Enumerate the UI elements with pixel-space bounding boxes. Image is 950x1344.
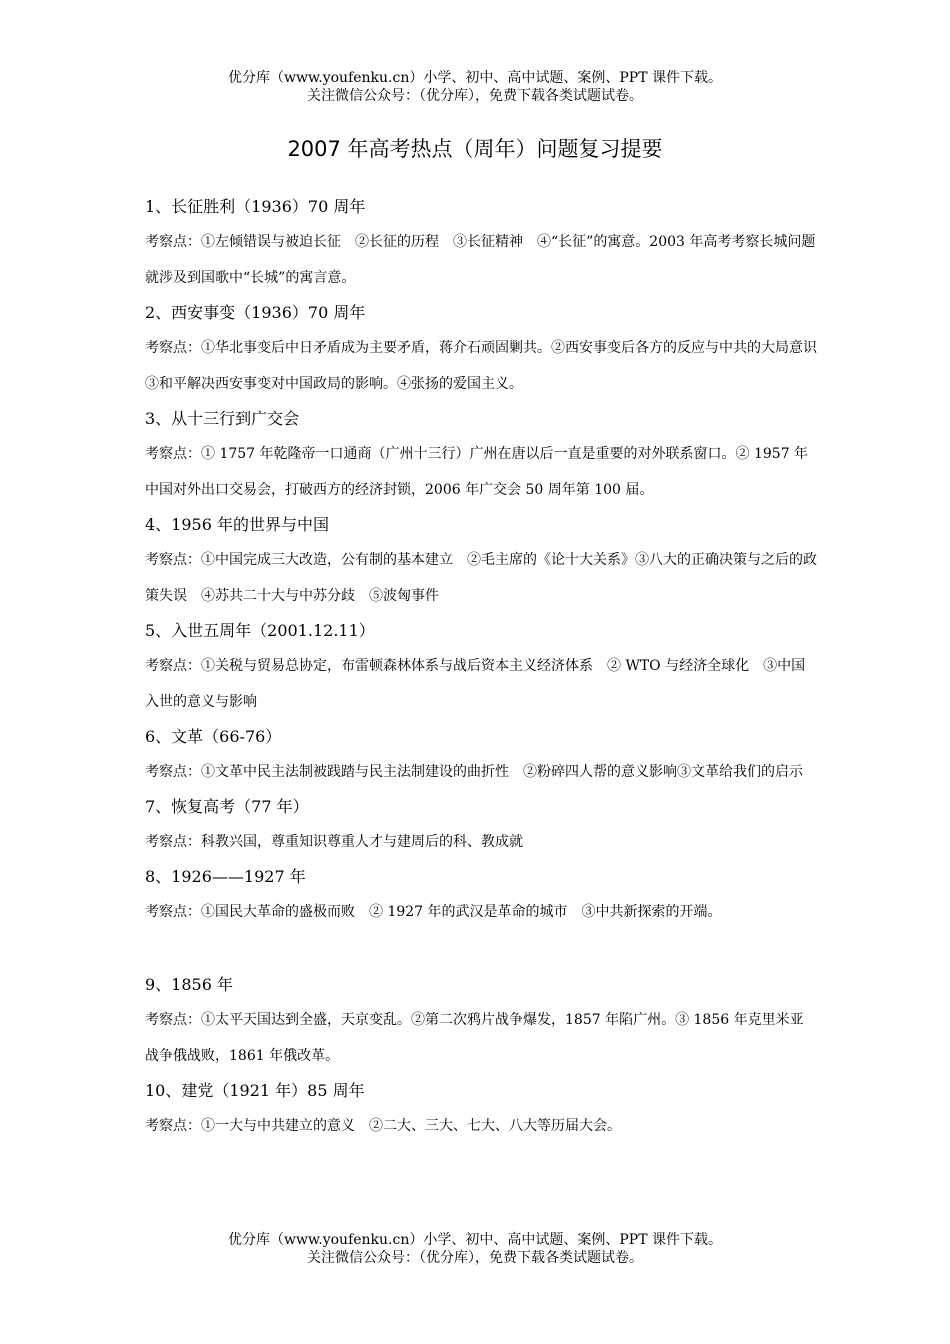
section-body: 考察点：①文革中民主法制被践踏与民主法制建设的曲折性 ②粉碎四人帮的意义影响③文革给我们的启示 [145, 764, 803, 780]
footer-banner-line1: 优分库（www.youfenku.cn）小学、初中、高中试题、案例、PPT 课件下载。 [227, 1232, 722, 1248]
section-heading: 3、从十三行到广交会 [145, 409, 300, 428]
blank-line [145, 930, 817, 968]
header-banner [0, 69, 950, 105]
footer-banner [0, 1231, 950, 1267]
document-title: 2007 年高考热点（周年）问题复习提要 [287, 137, 663, 161]
section-heading: 6、文革（66-76） [145, 727, 282, 746]
section-7 [145, 790, 817, 860]
section-4 [145, 508, 817, 614]
section-5 [145, 614, 817, 720]
section-body: 考察点：①中国完成三大改造，公有制的基本建立 ②毛主席的《论十大关系》③八大的正确决策与之后的政策失误 ④苏共二十大与中苏分歧 ⑤波匈事件 [145, 552, 817, 604]
section-body: 考察点：①关税与贸易总协定，布雷顿森林体系与战后资本主义经济体系 ② WTO 与经济全球化 ③中国入世的意义与影响 [145, 658, 806, 710]
section-heading: 9、1856 年 [145, 975, 233, 994]
section-3 [145, 402, 817, 508]
section-1 [145, 190, 817, 296]
section-heading: 2、西安事变（1936）70 周年 [145, 303, 366, 322]
footer-banner-line2: 关注微信公众号：（优分库），免费下载各类试题试卷。 [307, 1250, 643, 1266]
section-body: 考察点：科教兴国，尊重知识尊重人才与建周后的科、教成就 [145, 834, 523, 850]
section-heading: 8、1926——1927 年 [145, 867, 306, 886]
header-banner-line1: 优分库（www.youfenku.cn）小学、初中、高中试题、案例、PPT 课件下载。 [227, 70, 722, 86]
section-heading: 5、入世五周年（2001.12.11） [145, 621, 375, 640]
header-banner-line2: 关注微信公众号：（优分库），免费下载各类试题试卷。 [307, 88, 643, 104]
section-body: 考察点：① 1757 年乾隆帝一口通商（广州十三行）广州在唐以后一直是重要的对外联系窗口。② 1957 年中国对外出口交易会，打破西方的经济封锁，2006 年广交会 50 周年第 100 届。 [145, 446, 809, 498]
section-body: 考察点：①国民大革命的盛极而败 ② 1927 年的武汉是革命的城市 ③中共新探索的开端。 [145, 904, 722, 920]
section-heading: 7、恢复高考（77 年） [145, 797, 309, 816]
section-heading: 4、1956 年的世界与中国 [145, 515, 329, 534]
section-body: 考察点：①华北事变后中日矛盾成为主要矛盾，蒋介石顽固剿共。②西安事变后各方的反应与中共的大局意识 ③和平解决西安事变对中国政局的影响。④张扬的爱国主义。 [145, 340, 831, 392]
section-2 [145, 296, 831, 402]
section-heading: 1、长征胜利（1936）70 周年 [145, 197, 366, 216]
section-6 [145, 720, 817, 790]
section-body: 考察点：①左倾错误与被迫长征 ②长征的历程 ③长征精神 ④“长征”的寓意。2003 年高考考察长城问题就涉及到国歌中“长城”的寓言意。 [145, 234, 816, 286]
section-8 [145, 860, 817, 930]
section-10 [145, 1074, 817, 1144]
section-body: 考察点：①太平天国达到全盛，天京变乱。②第二次鸦片战争爆发，1857 年陷广州。③ 1856 年克里米亚战争俄战败，1861 年俄改革。 [145, 1012, 804, 1064]
section-body: 考察点：①一大与中共建立的意义 ②二大、三大、七大、八大等历届大会。 [145, 1118, 621, 1134]
section-heading: 10、建党（1921 年）85 周年 [145, 1081, 365, 1100]
document-body [145, 190, 831, 1144]
section-9 [145, 968, 817, 1074]
